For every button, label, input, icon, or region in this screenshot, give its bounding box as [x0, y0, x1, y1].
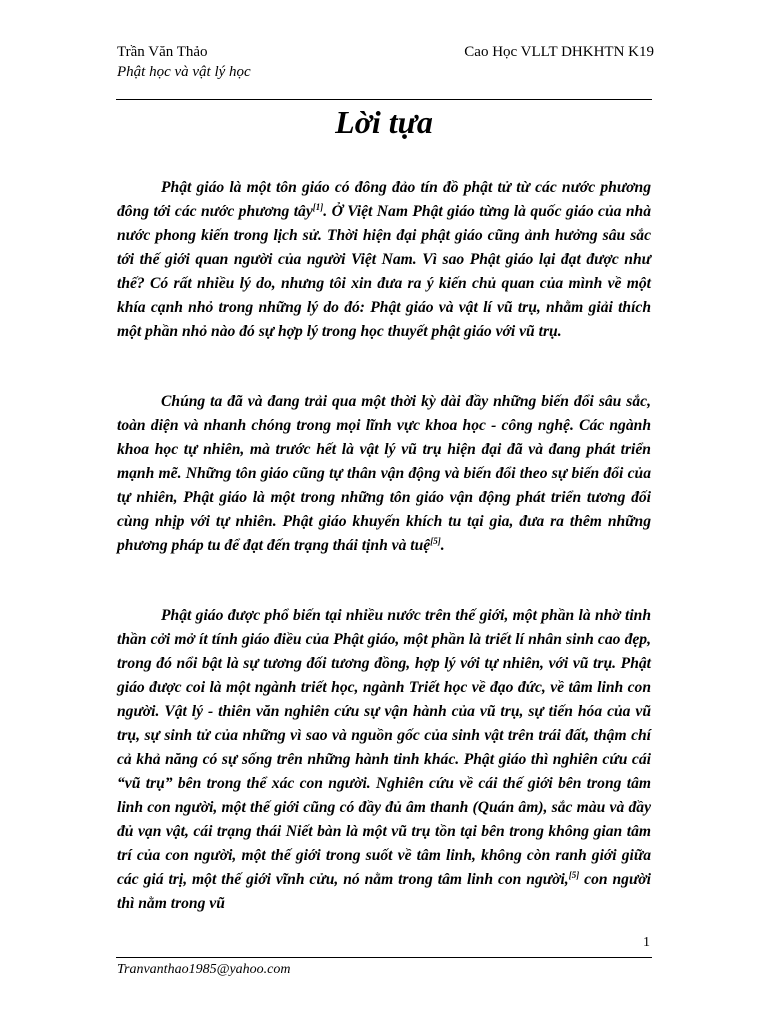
header-course: Cao Học VLLT DHKHTN K19: [464, 44, 654, 60]
footer-email: Tranvanthao1985@yahoo.com: [117, 962, 291, 977]
citation-ref: [1]: [312, 201, 324, 212]
citation-ref: [5]: [568, 869, 580, 880]
paragraph-text: . Ở Việt Nam Phật giáo từng là quốc giáo của nhà nước phong kiến trong lịch sử. Thời hiện đại phật giáo cũng ảnh hưởng sâu sắc tới thế giới quan người của người Việt Nam. Vì sao Phật giáo lại đạt được như thế? Có rất nhiều lý do, nhưng tôi xin đưa ra ý kiến chủ quan của mình về một khía cạnh nhỏ trong những lý do đó: Phật giáo và vật lí vũ trụ, nhằm giải thích một phần nhỏ nào đó sự hợp lý trong học thuyết phật giáo với vũ trụ.: [117, 203, 652, 340]
paragraph-text: Chúng ta đã và đang trải qua một thời kỳ dài đầy những biến đổi sâu sắc, toàn diện và nhanh chóng trong mọi lĩnh vực khoa học - công nghệ. Các ngành khoa học tự nhiên, mà trước hết là vật lý vũ trụ hiện đại đã và đang phát triển mạnh mẽ. Những tôn giáo cũng tự thân vận động và biến đổi theo sự biến đổi của tự nhiên, Phật giáo là một trong những tôn giáo vận động phát triển tương đối cùng nhịp với tự nhiên. Phật giáo khuyến khích tu tại gia, đưa ra thêm những phương pháp tu để đạt đến trạng thái tịnh và tuệ: [117, 393, 651, 554]
page-title: Lời tựa: [335, 104, 433, 140]
document-body: [117, 176, 651, 916]
header-left: [117, 42, 251, 82]
page-number: 1: [643, 935, 650, 950]
paragraph-2: [117, 390, 651, 558]
header-author: Trần Văn Thảo: [117, 44, 208, 60]
header-subtitle: Phật học và vật lý học: [117, 64, 251, 80]
paragraph-text: .: [440, 537, 445, 554]
paragraph-3: [117, 604, 651, 916]
paragraph-1: [117, 176, 651, 344]
citation-ref: [5]: [430, 535, 441, 546]
paragraph-text: Phật giáo được phổ biến tại nhiều nước trên thế giới, một phần là nhờ tinh thần cởi mở ít tính giáo điều của Phật giáo, một phần là triết lí nhân sinh cao đẹp, trong đó nổi bật là sự tương đối tương đồng, hợp lý với tự nhiên, với vũ trụ. Phật giáo được coi là một ngành triết học, ngành Triết học về đạo đức, về tâm linh con người. Vật lý - thiên văn nghiên cứu sự vận hành của vũ trụ, sự tiến hóa của vũ trụ, sự sinh tử của những vì sao và nguồn gốc của sinh vật trên trái đất, thậm chí cả khả năng có sự sống trên những hành tinh khác. Phật giáo thì nghiên cứu cái “vũ trụ” bên trong thể xác con người. Nghiên cứu về cái thế giới bên trong tâm linh con người, một thế giới cũng có đầy đủ âm thanh (Quán âm), sắc màu và đầy đủ vạn vật, cái trạng thái Niết bàn là một vũ trụ tồn tại bên trong không gian tâm trí của con người, một thế giới trong suốt về tâm linh, không còn ranh giới giữa các giá trị, một thế giới vĩnh cửu, nó nằm trong tâm linh con người,: [117, 607, 651, 888]
paragraph-text: Phật giáo là một tôn giáo có đông đảo tín đồ phật tử từ các nước phương đông tới các nước phương tây: [117, 179, 651, 220]
footer-divider: [116, 957, 652, 958]
paragraph-text: con người thì nằm trong vũ: [117, 871, 651, 912]
